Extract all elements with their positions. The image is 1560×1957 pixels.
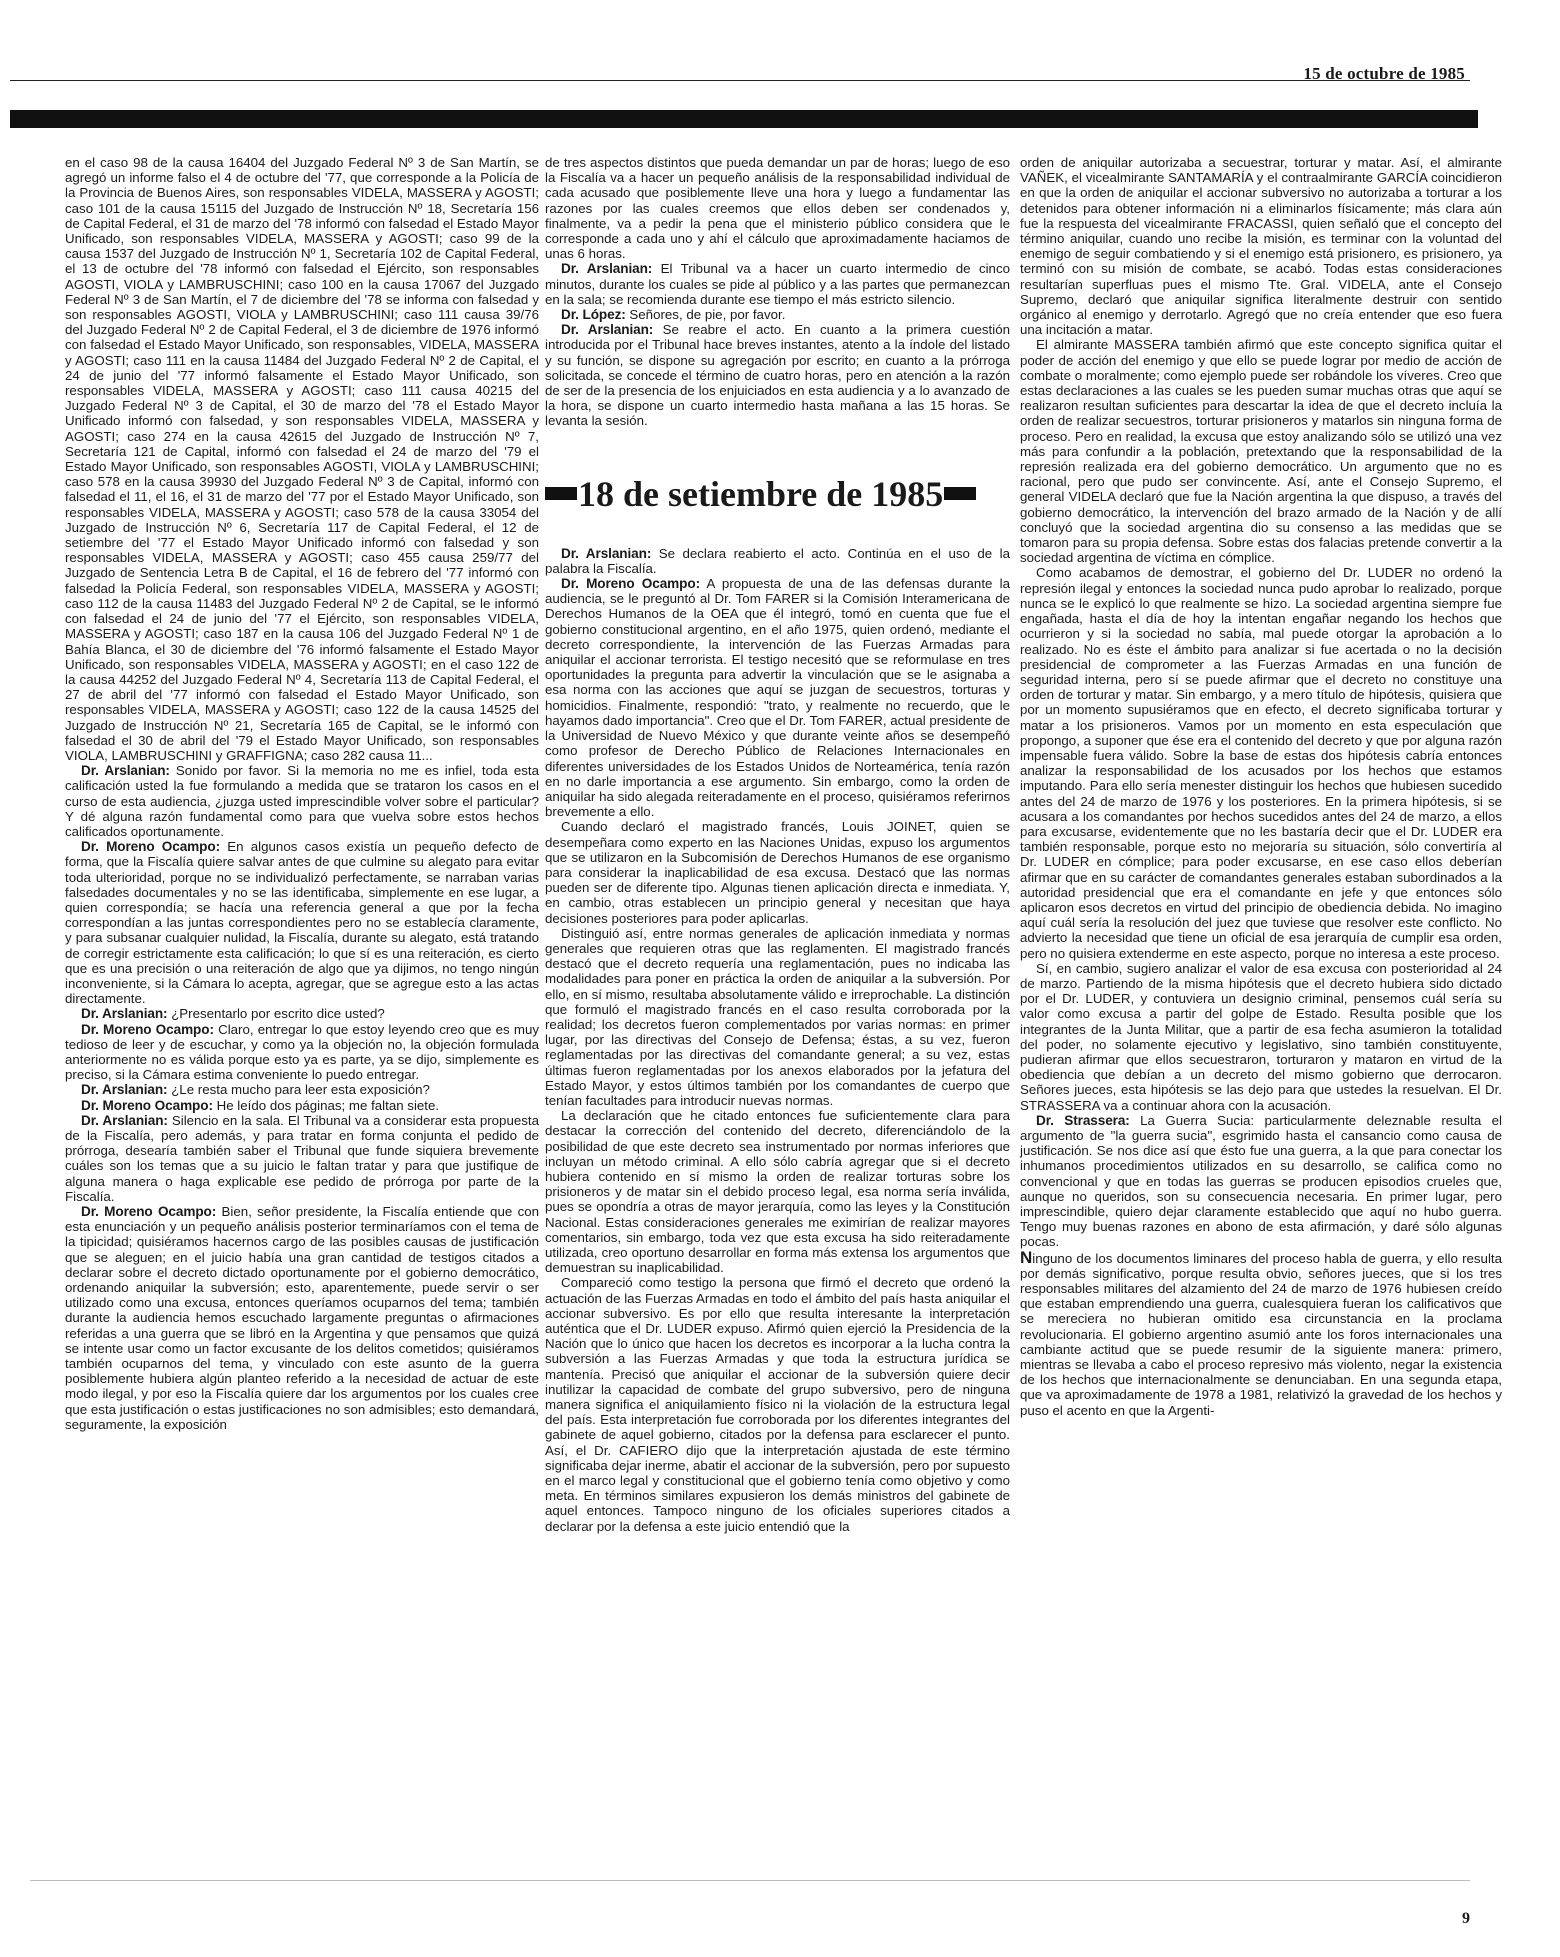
speaker-label: Dr. Arslanian: bbox=[81, 763, 170, 779]
speaker-label: Dr. Arslanian: bbox=[561, 322, 654, 338]
paragraph bbox=[545, 546, 1010, 576]
column-3 bbox=[1020, 155, 1502, 1418]
issue-date: 15 de octubre de 1985 bbox=[1303, 64, 1465, 83]
paragraph: Distinguió así, entre normas generales de aplicación inmediata y normas generales que requieren otras que las reglamenten. El magistrado francés destacó que el decreto requería una reglamentación, pues no indicaba las modalidades para poner en práctica la orden de aniquilar a la subversión. Por ello, en sí mismo, resultaba absolutamente válido e irreprochable. La distinción que formuló el magistrado francés en el caso resulta corroborada por la realidad; los decretos fueron complementados por varias normas: en primer lugar, por las directivas del Consejo de Defensa; éstas, a su vez, fueron reglamentadas por las directivas del comandante general; a su vez, estas últimas fueron reglamentadas por los anexos elaborados por la jefatura del Estado Mayor, y estos últimos también por los comandantes de cuerpo que tenían facultades para introducir nuevas normas. bbox=[545, 925, 1010, 1108]
paragraph bbox=[65, 1113, 539, 1204]
paragraph: Como acabamos de demostrar, el gobierno del Dr. LUDER no ordenó la represión ilegal y entonces la sociedad nunca pudo aprobar lo realizado, porque nunca se le explicó lo que realmente se hizo. La sociedad argentina siempre fue engañada, hasta el día de hoy la intentan engañar negando los hechos que ocurrieron y si la sociedad no sabía, mal puede otorgar la aprobación a lo realizado. No es éste el ámbito para analizar si fue acertada o no la decisión presidencial de comprometer a las Fuerzas Armadas en una función de seguridad interna, pero sí se puede afirmar que el decreto no constituye una orden de torturar y matar. Sin embargo, y a mero título de hipótesis, quisiera que por un momento supusiéramos que en efecto, el decreto significaba torturar y matar a los prisioneros. Vamos por un momento en esta especulación que propongo, a suponer que ése era el contenido del decreto y que por alguna razón impensable fuera válido. Sobre la base de estas dos hipótesis cabría entonces analizar la responsabilidad de los acusados por los hechos que estamos imputando. Para ello sería menester distinguir los hechos que hubiesen sucedido antes del 24 de marzo de 1976 y los posteriores. En la primera hipótesis, si se acusara a los comandantes por hechos sucedidos antes del 24 de marzo, a ellos para excusarse, evidentemente que no les bastaría decir que el Dr. LUDER era también responsable, porque esto no mejoraría su situación, sólo convertiría al Dr. LUDER en cómplice; para poder excusarse, en ese caso ellos deberían afirmar que en su carácter de comandantes generales estaban subordinados a la autoridad presidencial que era el comandante en jefe y que entonces sólo aplicaron esos decretos en virtud del principio de obediencia debida. No imagino aquí cuál sería la resolución del juez que tuviese que resolver este conflicto. No advierto la necesidad que tiene un oficial de esa jerarquía de cumplir esa orden, pero no quisiera extenderme en este aspecto, porque no interesa a este proceso. bbox=[1020, 565, 1502, 961]
paragraph bbox=[65, 1082, 539, 1097]
column-1 bbox=[65, 155, 539, 1432]
paragraph bbox=[65, 763, 539, 839]
paragraph: de tres aspectos distintos que pueda demandar un par de horas; luego de eso la Fiscalía va a hacer un pequeño análisis de la responsabilidad individual de cada acusado que posiblemente lleve una hora y luego a fundamentar las razones por las cuales creemos que ellos deben ser condenados y, finalmente, va a pedir la pena que el ministerio público considera que le corresponde a cada uno y ahí el cálculo que aproximadamente haciamos de unas 6 horas. bbox=[545, 155, 1010, 262]
paragraph bbox=[1020, 1247, 1502, 1418]
paragraph: Cuando declaró el magistrado francés, Louis JOINET, quien se desempeñara como experto en las Naciones Unidas, expuso los argumentos que se utilizaron en la Subcomisión de Derechos Humanos de ese organismo para considerar la inaplicabilidad de esa excusa. Destacó que las normas pueden ser de diferente tipo. Algunas tienen aplicación directa e inmediata. Y, en cambio, otras establecen un principio general y necesitan que haya decisiones posteriores para poder aplicarlas. bbox=[545, 819, 1010, 926]
speech-text: La Guerra Sucia: particularmente deleznable resulta el argumento de "la guerra sucia", esgrimido hasta el cansancio como causa de justificación. Se nos dice así que ésto fue una guerra, a la que para conectar los inhumanos procedimientos utilizados en su desarrollo, se califica como no convencional y que en todas las guerras se producen episodios crueles que, aunque no queridos, son su consecuencia necesaria. En primer lugar, pero imprescindible, quiero dejar claramente establecido que aquí no hubo guerra. Tengo muy buenas razones en abono de esta afirmación, y daré sólo algunas pocas. bbox=[1020, 1112, 1502, 1250]
speech-text: Bien, señor presidente, la Fiscalía entiende que con esta enunciación y un pequeño análisis posterior terminaríamos con el tema de la tipicidad; quisiéramos hacernos cargo de las posibles causas de justificación que se aleguen; en el juicio había una gran cantidad de testigos citados a declarar sobre el decreto dictado oportunamente por el gobierno democrático, ordenando aniquilar la subversión; esto, aparentemente, puede servir o ser utilizado como una excusa, entonces queríamos ocuparnos del tema; también durante la audiencia hemos escuchado largamente preguntas o afirmaciones referidas a una guerra que se libró en la Argentina y que pensamos que quizá se intente usar como un factor excusante de los delitos cometidos; quisiéramos también ocuparnos del tema, y vinculado con este asunto de la guerra posiblemente hubiera algún planteo referido a la necesidad de actuar de este modo ilegal, y por eso la Fiscalía quiere dar los argumentos por los cuales cree que esta justificación o estas justificaciones no son admisibles; esto demandará, seguramente, la exposición bbox=[65, 1204, 540, 1432]
speech-text: Señores, de pie, por favor. bbox=[629, 307, 786, 323]
footer-rule bbox=[30, 1880, 1470, 1881]
speech-text: Se reabre el acto. En cuanto a la primera cuestión introducida por el Tribunal hace breves instantes, atento a la índole del listado y su función, se dispone su agregación por escrito; en cuanto a la prórroga solicitada, se concede el término de cuatro horas, pero en atención a la razón de ser de la presencia de los enjuiciados en esta audiencia y a lo avanzado de la hora, se dispone un cuarto intermedio hasta mañana a las 15 horas. Se levanta la sesión. bbox=[545, 322, 1010, 429]
speech-text: ¿Le resta mucho para leer esta exposición? bbox=[171, 1082, 430, 1098]
paragraph bbox=[1020, 1113, 1502, 1250]
speaker-label: Dr. Moreno Ocampo: bbox=[81, 1097, 213, 1113]
header-rule bbox=[10, 80, 1470, 81]
paragraph: en el caso 98 de la causa 16404 del Juzgado Federal Nº 3 de San Martín, se agregó un informe falso el 4 de octubre del '77, que corresponde a la Policía de la Provincia de Buenos Aires, son responsables VIDELA, MASSERA y AGOSTI; caso 101 de la causa 15115 del Juzgado de Instrucción Nº 18, Secretaría 156 de Capital Federal, el 31 de marzo del '78 informó con falsedad el Estado Mayor Unificado, son responsables VIDELA, MASSERA y AGOSTI; caso 99 de la causa 1537 del Juzgado de Instrucción Nº 1, Secretaría 102 de Capital Federal, el 13 de octubre del '78 informó con falsedad el Ejército, son responsables AGOSTI, VIOLA y LAMBRUSCHINI; caso 100 en la causa 17067 del Juzgado Federal Nº 3 de San Martín, el 7 de diciembre del '78 se informa con falsedad y son responsables AGOSTI, VIOLA y LAMBRUSCHINI; caso 111 causa 39/76 del Juzgado Federal Nº 2 de Capital Federal, el 3 de diciembre de 1976 informó con falsedad el Estado Mayor Unificado, son responsables, VIDELA, MASSERA y AGOSTI; caso 111 en la causa 11484 del Juzgado Federal Nº 2 de Capital, el 24 de junio del '77 informó falsamente el Estado Mayor Unificado, son responsables VIDELA, MASSERA y AGOSTI; caso 111 causa 40215 del Juzgado Federal Nº 3 de Capital, el 30 de marzo del '78 el Estado Mayor Unificado informó con falsedad, y son responsables VIDELA, MASSERA y AGOSTI; caso 274 en la causa 42615 del Juzgado de Instrucción Nº 7, Secretaría 121 de Capital, informó con falsedad el 24 de marzo del '79 el Estado Mayor Unificado, son responsables AGOSTI, VIOLA y LAMBRUSCHINI; caso 578 en la causa 39930 del Juzgado Federal Nº 3 de Capital, informó con falsedad el 11, el 16, el 31 de marzo del '77 por el Estado Mayor Unificado, son responsables VIDELA, MASSERA y AGOSTI; caso 578 de la causa 33054 del Juzgado de Instrucción Nº 6, Secretaría 117 de Capital Federal, el 12 de setiembre del '77 el Estado Mayor Unificado informó con falsedad y son responsables VIDELA, MASSERA y AGOSTI; caso 455 causa 259/77 del Juzgado de Sentencia Letra B de Capital, el 16 de febrero del '77 informó con falsedad la Policía Federal, son responsables VIDELA, MASSERA y AGOSTI; caso 112 de la causa 11483 del Juzgado Federal Nº 2 de Capital, se le informó con falsedad el 24 de junio del '77 el Ejército, son responsables VIDELA, MASSERA y AGOSTI; caso 187 en la causa 106 del Juzgado Federal Nº 1 de Bahía Blanca, el 30 de diciembre del '76 informó falsamente el Estado Mayor Unificado, son responsables VIDELA, MASSERA y AGOSTI; en el caso 122 de la causa 44252 del Juzgado Federal Nº 4, Secretaría 113 de Capital Federal, el 27 de abril del '77 informó con falsedad el Estado Mayor Unificado, son responsables VIDELA, MASSERA y AGOSTI; caso 122 de la causa 14525 del Juzgado de Instrucción Nº 21, Secretaría 165 de Capital, se le informó con falsedad el 30 de abril del '79 el Estado Mayor Unificado, son responsables VIOLA, LAMBRUSCHINI y GRAFFIGNA; caso 282 causa 11... bbox=[65, 155, 539, 763]
paragraph bbox=[65, 1022, 539, 1083]
speaker-label: Dr. López: bbox=[561, 307, 626, 323]
speech-text: El Tribunal va a hacer un cuarto intermedio de cinco minutos, durante los cuales se pide al público y a las partes que permanezcan en la sala; se recomienda durante ese tiempo el más estricto silencio. bbox=[545, 261, 1010, 307]
speaker-label: Dr. Strassera: bbox=[1036, 1112, 1130, 1128]
speech-text: A propuesta de una de las defensas durante la audiencia, se le preguntó al Dr. Tom FARER si la Comisión Interamericana de Derechos Humanos de la OEA que él integró, tomó en cuenta que fue el gobierno constitucional argentino, en el año 1975, quien ordenó, mediante el decreto correspondiente, la intervención de las Fuerzas Armadas para aniquilar el accionar terrorista. El testigo necesitó que se reformulase en tres oportunidades la pregunta para advertir la vinculación que se le asignaba a esa norma con las acciones que aquí se juzgan de secuestros, torturas y homicidios. Finalmente, respondió: "trato, y realmente no recuerdo, que le hayamos dado importancia". Creo que el Dr. Tom FARER, actual presidente de la Universidad de Nuevo México y que durante veinte años se desempeñó como profesor de Derecho Público de Relaciones Internacionales en diferentes universidades de los Estados Unidos de Norteamérica, tenía razón en no darle importancia a ese argumento. Sin embargo, como la orden de aniquilar ha sido alegada reiteradamente en el proceso, quisiéramos referirnos brevemente a ello. bbox=[545, 576, 1011, 820]
column-2 bbox=[545, 155, 1010, 1534]
heading-bar-left bbox=[545, 487, 577, 500]
speaker-label: Dr. Arslanian: bbox=[81, 1006, 168, 1022]
page-number: 9 bbox=[1462, 1910, 1470, 1927]
speaker-label: Dr. Moreno Ocampo: bbox=[81, 1021, 214, 1037]
paragraph bbox=[65, 1006, 539, 1021]
paragraph bbox=[545, 307, 1010, 322]
section-heading-text: 18 de setiembre de 1985 bbox=[578, 473, 944, 514]
paragraph bbox=[65, 1204, 539, 1432]
speaker-label: Dr. Arslanian: bbox=[561, 545, 652, 561]
speech-text: Sonido por favor. Si la memoria no me es infiel, toda esta calificación usted la fue formulando a medida que se trataron los casos en el curso de esta audiencia, ¿juzga usted imprescindible volver sobre el particular? Y dé alguna razón fundamental como para que vuelva sobre estos hechos calificados oportunamente. bbox=[65, 763, 539, 839]
paragraph: La declaración que he citado entonces fue suficientemente clara para destacar la corrección del contenido del decreto, diferenciándolo de la posibilidad de que este decreto sea instrumentado por normas inferiores que incluyan un método criminal. A ello sólo cabría agregar que si el decreto hubiera contenido en sí mismo la orden de realizar torturas sobre los prisioneros y de matar sin el debido proceso legal, esa norma sería inválida, pues se opondría a otras de mayor jerarquía, como las leyes y la Constitución Nacional. Estas consideraciones generales me eximirían de realizar mayores comentarios, sin embargo, toda vez que esta excusa ha sido reiteradamente utilizada, creo oportuno desarrollar en forma más extensa los argumentos que demuestran su inaplicabilidad. bbox=[545, 1108, 1010, 1276]
speech-text: En algunos casos existía un pequeño defecto de forma, que la Fiscalía quiere salvar antes de que culmine su alegato para evitar toda ulterioridad, porque no se individualizó perfectamente, se narraban varias falsedades documentales y no se las identificaba, simplemente en ese lugar, a quien correspondía; se hacía una referencia general a que por la fecha correspondían a las juntas correspondientes pero no se establecía claramente, y para subsanar cualquier nulidad, la Fiscalía, durante su alegato, está tratando de corregir estrictamente esta calificación; lo que sí es una reiteración, es cierto que es una precisión o una reiteración de algo que ya dijimos, no tengo ningún inconveniente, si la Cámara lo acepta, agregar, que se agregue esto a las actas directamente. bbox=[65, 839, 539, 1007]
speaker-label: Dr. Arslanian: bbox=[81, 1112, 168, 1128]
section-heading bbox=[545, 474, 1010, 514]
paragraph bbox=[545, 261, 1010, 307]
heading-bar-right bbox=[944, 487, 976, 500]
speaker-label: Dr. Arslanian: bbox=[81, 1082, 168, 1098]
speech-text: ¿Presentarlo por escrito dice usted? bbox=[171, 1006, 385, 1022]
speech-text: Se declara reabierto el acto. Continúa en el uso de la palabra la Fiscalía. bbox=[545, 545, 1010, 576]
speech-text: Claro, entregar lo que estoy leyendo creo que es muy tedioso de leer y de escuchar, y como ya la objeción no, la objeción formulada anteriormente no es válida porque esto ya es parte, ya se dijo, simplemente es preciso, si la Cámara estima conveniente lo puedo entregar. bbox=[65, 1021, 539, 1083]
speaker-label: Dr. Arslanian: bbox=[561, 261, 653, 277]
paragraph-text: inguno de los documentos liminares del proceso habla de guerra, y ello resulta por demás significativo, porque resulta obvio, señores jueces, que si los tres responsables militares del alzamiento del 24 de marzo de 1976 hubiesen creído que estaban emprendiendo una guerra, cualesquiera fueran los calificativos que se mereciera no hubieran omitido esa circunstancia en la proclama revolucionaria. El gobierno argentino asumió ante los foros internacionales una cambiante actitud que se puede resumir de la siguiente manera: primero, mientras se llevaba a cabo el proceso represivo más violento, negar la existencia de los hechos que internacionalmente se denunciaban. En una segunda etapa, que va aproximadamente de 1978 a 1981, relativizó la gravedad de los hechos y puso el acento en que la Argenti- bbox=[1020, 1250, 1502, 1418]
speech-text: He leído dos páginas; me faltan siete. bbox=[216, 1097, 440, 1113]
paragraph bbox=[545, 322, 1010, 428]
paragraph bbox=[545, 576, 1010, 819]
paragraph: Sí, en cambio, sugiero analizar el valor de esa excusa con posterioridad al 24 de marzo. Partiendo de la misma hipótesis que el decreto hubiera sido dictado por el Dr. LUDER, y contuviera un designio criminal, pensemos cuál sería su valor como excusa a partir del golpe de Estado. Resulta posible que los integrantes de la Junta Militar, que a partir de esa fecha asumieron la totalidad del poder, no solamente ejecutivo y legislativo, sino también constituyente, pudieran afirmar que ellos secuestraron, torturaron y mataron en virtud de la obediencia que debían a un decreto del mismo gobierno que derrocaron. Señores jueces, esta hipótesis se las dejo para que ustedes la resuelvan. El Dr. STRASSERA va a continuar ahora con la acusación. bbox=[1020, 960, 1502, 1113]
header-black-band bbox=[10, 110, 1478, 128]
drop-cap: N bbox=[1020, 1247, 1033, 1267]
paragraph bbox=[65, 1098, 539, 1113]
speaker-label: Dr. Moreno Ocampo: bbox=[81, 1204, 217, 1220]
paragraph: El almirante MASSERA también afirmó que este concepto significa quitar el poder de acción del enemigo y que ello se puede lograr por medio de acción de combate o moralmente; como ejemplo puede ser robándole los víveres. Creo que estas declaraciones a las cuales se les pueden sumar muchas otras que aquí se realizaron resultan suficientes para descartar la idea de que el decreto incluía la orden de realizar secuestros, torturar prisioneros y matarlos sin ninguna forma de proceso. Pero en realidad, la excusa que estoy analizando sólo se utilizó una vez más para confundir a la población, pretextando que la responsabilidad de la represión realizada era del gobierno democrático. Un argumento que no es racional, pero que pudo ser convincente. Así, ante el Consejo Supremo, el general VIDELA declaró que fue la Nación argentina la que dispuso, a través del gobierno democrático, la intervención del brazo armado de la Nación y de allí concluyó que la sociedad argentina dio su consenso a las medidas que se tomaron para su propia defensa. Sobre estas dos falacias pretende convertir a la sociedad argentina de víctima en cómplice. bbox=[1020, 337, 1502, 566]
speaker-label: Dr. Moreno Ocampo: bbox=[561, 576, 701, 592]
paragraph: Compareció como testigo la persona que firmó el decreto que ordenó la actuación de las Fuerzas Armadas en todo el ámbito del país hasta aniquilar el accionar subversivo. Es por ello que resulta interesante la interpretación auténtica que el Dr. LUDER expuso. Afirmó quien ejerció la Presidencia de la Nación que lo único que hacen los decretos es incorporar a la lucha contra la subversión a las Fuerzas Armadas y que toda la estructura jurídica se mantenía. Precisó que aniquilar el accionar de la subversión quiere decir inutilizar la capacidad de combate del grupo subversivo, pero de ninguna manera significa el aniquilamiento físico ni la violación de la estructura legal del país. Esta interpretación fue corroborada por los diferentes integrantes del gabinete de aquel gobierno, citados por la defensa para esclarecer el punto. Así, el Dr. CAFIERO dijo que la interpretación ajustada de este término significaba dejar inerme, abatir el accionar de la subversión, pero por supuesto en el marco legal y constitucional que el gobierno tenía como objetivo y como meta. En términos similares expusieron los demás ministros del gabinete de aquel entonces. Tampoco ninguno de los oficiales superiores citados a declarar por la defensa a este juicio entendió que la bbox=[545, 1275, 1010, 1534]
paragraph: orden de aniquilar autorizaba a secuestrar, torturar y matar. Así, el almirante VAÑEK, el vicealmirante SANTAMARÍA y el contraalmirante GARCÍA coincidieron en que la orden de aniquilar el accionar subversivo no autorizaba a torturar a los detenidos para obtener información ni a eliminarlos físicamente; más clara aún fue la respuesta del vicealmirante FRACASSI, quien señaló que el concepto del término aniquilar, cuando uno recibe la misión, es terminar con la voluntad del enemigo de seguir combatiendo y si el enemigo está prisionero, es prisionero, ya terminó con su misión de combate, se acabó. Todas estas consideraciones resultarían superfluas pues el mismo Tte. Gral. VIDELA, ante el Consejo Supremo, declaró que aniquilar significa literalmente destruir con sentido orgánico al enemigo y derrotarlo. Agregó que no creía entender que eso fuera una incitación a matar. bbox=[1020, 155, 1502, 338]
speech-text: Silencio en la sala. El Tribunal va a considerar esta propuesta de la Fiscalía, pero además, y para tratar en forma conjunta el pedido de prórroga, desearía también saber el Tribunal que funde siquiera brevemente cuáles son los temas que a su juicio le faltan tratar y para que justifique de alguna manera o haga explicable ese pedido de prórroga por parte de la Fiscalía. bbox=[65, 1112, 539, 1204]
speaker-label: Dr. Moreno Ocampo: bbox=[81, 839, 220, 855]
paragraph bbox=[65, 839, 539, 1006]
